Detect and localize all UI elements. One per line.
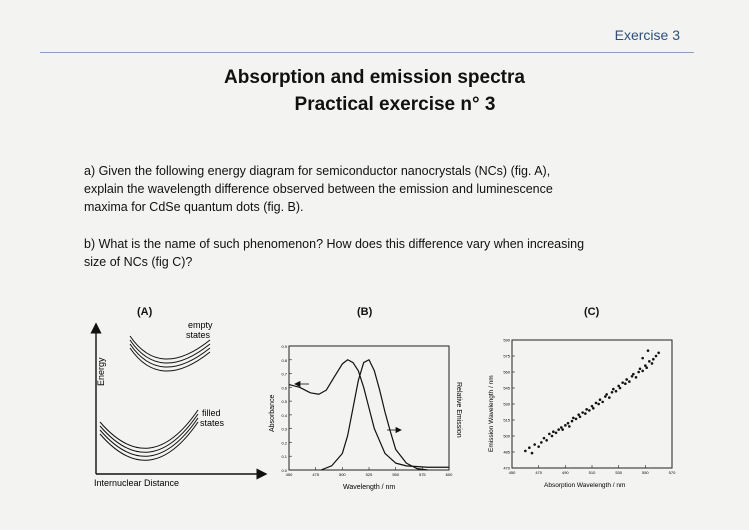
figure-b-y-tick-label: 0.4 bbox=[281, 412, 287, 418]
empty-label-line-2: states bbox=[186, 330, 211, 340]
figure-c-data-point bbox=[639, 368, 642, 371]
figure-c-data-point bbox=[543, 437, 546, 440]
question-b-line-2: size of NCs (fig C)? bbox=[84, 255, 193, 269]
figure-c-y-label: Emission Wavelength / nm bbox=[488, 375, 495, 452]
figure-c-data-point bbox=[612, 388, 615, 391]
figure-c-data-point bbox=[657, 352, 660, 355]
figure-c-data-point bbox=[641, 357, 644, 360]
figure-c-y-tick-label: 515 bbox=[503, 417, 510, 423]
figure-c-data-point bbox=[545, 439, 548, 442]
filled-label-line-2: states bbox=[200, 418, 225, 428]
figure-c-data-point bbox=[575, 418, 578, 421]
exercise-label: Exercise 3 bbox=[614, 27, 680, 43]
slide-subtitle: Practical exercise n° 3 bbox=[294, 94, 496, 115]
figure-c-data-point bbox=[647, 349, 650, 352]
figure-c-data-point bbox=[555, 432, 558, 435]
figure-a-energy-diagram bbox=[80, 318, 270, 493]
figure-b-x-tick-label: 525 bbox=[365, 472, 373, 477]
figure-c-y-tick-label: 530 bbox=[503, 401, 510, 407]
figure-c-data-point bbox=[625, 378, 628, 381]
figure-c-data-point bbox=[641, 370, 644, 373]
figure-c-data-point bbox=[533, 443, 536, 446]
figure-c-data-point bbox=[540, 441, 543, 444]
figure-c-data-point bbox=[619, 387, 622, 390]
question-a-line-1: a) Given the following energy diagram for semiconductor nanocrystals (NCs) (fig. A), bbox=[84, 164, 551, 178]
figure-c-data-point bbox=[551, 435, 554, 438]
figure-b-arrows bbox=[295, 382, 401, 433]
figure-c-y-tick-label: 485 bbox=[503, 449, 510, 455]
figure-a-y-label: Energy bbox=[96, 357, 106, 386]
figure-c-data-point bbox=[611, 391, 614, 394]
figure-c-x-tick-label: 550 bbox=[641, 470, 649, 475]
figure-b-y-tick-label: 0.5 bbox=[281, 399, 287, 405]
figure-c-y-tick-label: 470 bbox=[503, 465, 510, 471]
figure-c-data-point bbox=[635, 376, 638, 379]
figure-b-x-tick-label: 475 bbox=[312, 472, 320, 477]
figure-c-data-point bbox=[564, 424, 567, 427]
figure-a-x-label: Internuclear Distance bbox=[94, 478, 180, 488]
figure-c-x-label: Absorption Wavelength / nm bbox=[544, 482, 626, 489]
figure-c-data-point bbox=[552, 430, 555, 433]
figure-b-y-tick-label: 0.7 bbox=[281, 371, 287, 377]
question-b bbox=[84, 235, 684, 271]
figure-b-y-left-label: Absorbance bbox=[269, 394, 276, 432]
figure-c-y-tick-label: 500 bbox=[503, 433, 510, 439]
figure-c-label: (C) bbox=[584, 306, 600, 318]
figure-c-y-tick-label: 545 bbox=[503, 385, 510, 391]
figure-c-y-tick-label: 575 bbox=[503, 353, 510, 359]
question-a-line-2: explain the wavelength difference observed between the emission and luminescence bbox=[84, 182, 553, 196]
figure-c-data-point bbox=[571, 420, 574, 423]
figure-c-data-point bbox=[588, 409, 591, 412]
question-a bbox=[84, 162, 684, 216]
figure-c-data-point bbox=[621, 381, 624, 384]
figure-c-data-point bbox=[655, 355, 658, 358]
figure-b-spectra-chart bbox=[265, 340, 465, 492]
figure-c-data-point bbox=[567, 422, 570, 425]
figure-b-x-tick-label: 600 bbox=[445, 472, 453, 477]
filled-states-band bbox=[100, 410, 198, 460]
figure-b-y-tick-label: 0.1 bbox=[281, 454, 287, 460]
figure-c-y-tick-label: 560 bbox=[503, 369, 510, 375]
figure-c-data-point bbox=[585, 408, 588, 411]
figure-c-x-tick-label: 530 bbox=[615, 470, 623, 475]
figure-b-x-tick-label: 450 bbox=[285, 472, 293, 477]
question-b-line-1: b) What is the name of such phenomenon? How does this difference vary when increasing bbox=[84, 237, 585, 251]
figure-c-x-tick-label: 450 bbox=[508, 470, 516, 475]
empty-states-band bbox=[130, 336, 210, 371]
figure-c-data-point bbox=[557, 428, 560, 431]
empty-label-line-1: empty bbox=[188, 320, 213, 330]
figure-c-data-point bbox=[579, 416, 582, 419]
figure-c-x-tick-label: 470 bbox=[535, 470, 543, 475]
figure-c-data-point bbox=[561, 428, 564, 431]
figure-c-y-tick-label: 590 bbox=[503, 337, 510, 343]
figure-c-data-point bbox=[537, 445, 540, 448]
figure-c-x-tick-label: 490 bbox=[561, 470, 569, 475]
figure-c-data-point bbox=[615, 390, 618, 393]
figure-c-data-point bbox=[528, 446, 531, 449]
figure-c-data-point bbox=[605, 393, 608, 396]
figure-c-data-point bbox=[581, 411, 584, 414]
figure-c-data-point bbox=[632, 373, 635, 376]
figure-b-y-tick-label: 0.9 bbox=[281, 344, 287, 349]
figure-b-absorbance-curve bbox=[289, 360, 449, 467]
figure-b-x-tick-label: 500 bbox=[338, 472, 346, 477]
figure-c-data-point bbox=[628, 380, 631, 383]
figure-c-data-point bbox=[584, 412, 587, 415]
figure-c-data-point bbox=[645, 366, 648, 369]
figure-c-data-point bbox=[531, 452, 534, 455]
figure-c-data-point bbox=[595, 402, 598, 405]
figure-c-data-point bbox=[648, 360, 651, 363]
figure-b-label: (B) bbox=[357, 306, 373, 318]
figure-c-data-point bbox=[652, 358, 655, 361]
figure-c-data-point bbox=[608, 396, 611, 399]
figure-c-data-point bbox=[599, 398, 602, 401]
figure-b-y-tick-label: 0.0 bbox=[281, 468, 287, 473]
figure-c-data-point bbox=[597, 403, 600, 406]
figure-c-data-point bbox=[548, 433, 551, 436]
figure-b-y-tick-label: 0.3 bbox=[281, 426, 287, 432]
figure-c-plot-frame bbox=[512, 340, 672, 468]
figure-b-y-tick-label: 0.6 bbox=[281, 385, 287, 391]
figure-c-data-point bbox=[524, 450, 527, 453]
figure-c-data-point bbox=[624, 382, 627, 385]
figure-c-x-tick-label: 510 bbox=[588, 470, 596, 475]
figure-c-data-point bbox=[651, 362, 654, 365]
figure-b-x-tick-label: 550 bbox=[392, 472, 400, 477]
figure-b-emission-curve bbox=[321, 360, 428, 470]
slide-title: Absorption and emission spectra bbox=[224, 67, 525, 88]
figure-c-data-point bbox=[568, 425, 571, 428]
figure-c-x-tick-label: 570 bbox=[668, 470, 676, 475]
figure-c-data-point bbox=[592, 407, 595, 410]
figure-c-data-point bbox=[601, 401, 604, 404]
figure-c-scatter-chart bbox=[484, 334, 684, 492]
figure-b-x-label: Wavelength / nm bbox=[343, 484, 396, 491]
header-divider bbox=[40, 52, 694, 53]
figure-a-label: (A) bbox=[137, 306, 153, 318]
figure-b-y-tick-label: 0.2 bbox=[281, 440, 287, 446]
filled-label-line-1: filled bbox=[202, 408, 221, 418]
figure-c-data-point bbox=[637, 371, 640, 374]
figure-c-data-point bbox=[572, 417, 575, 420]
question-a-line-3: maxima for CdSe quantum dots (fig. B). bbox=[84, 200, 304, 214]
figure-b-y-tick-label: 0.8 bbox=[281, 357, 287, 363]
figure-b-x-tick-label: 575 bbox=[418, 472, 426, 477]
figure-b-y-right-label: Relative Emission bbox=[455, 382, 462, 438]
